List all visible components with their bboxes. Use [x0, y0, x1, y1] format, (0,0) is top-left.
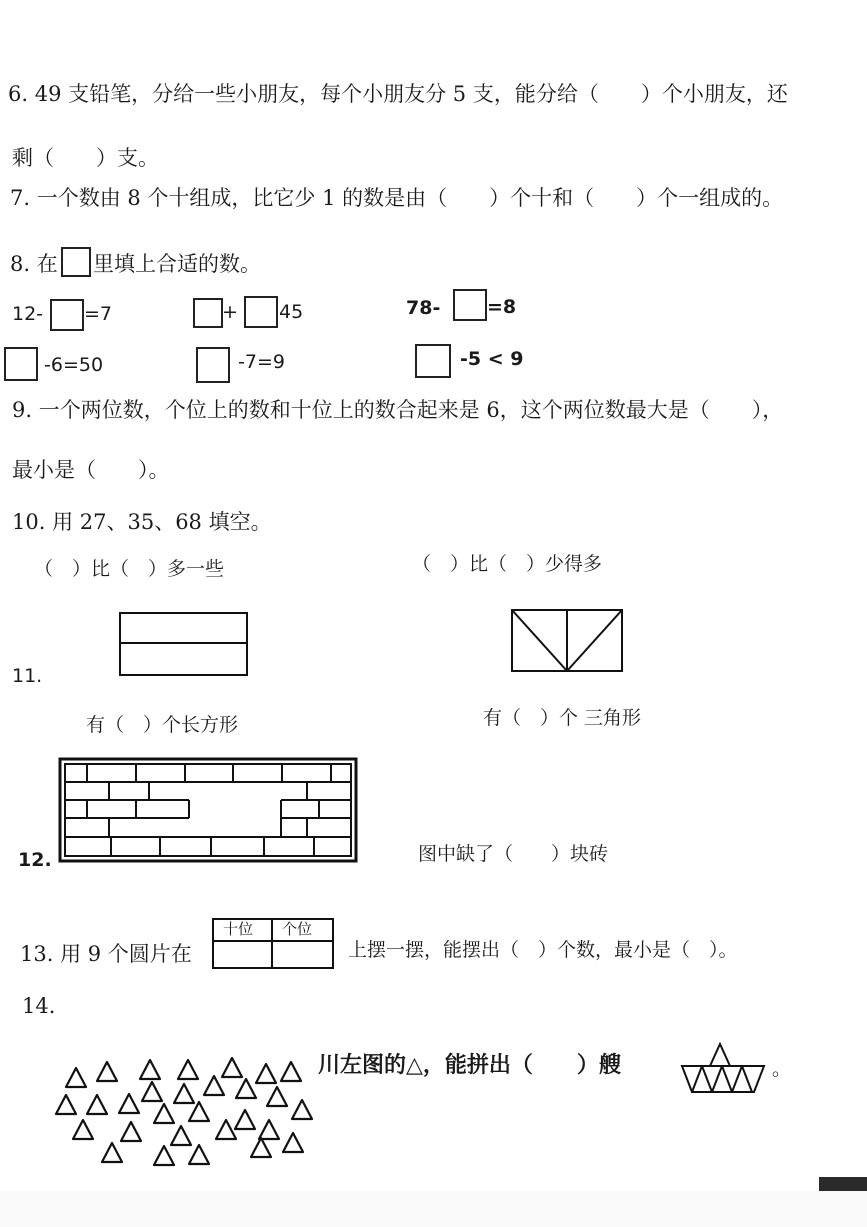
q11-right-caption: 有（ ）个 三角形 [483, 707, 642, 729]
q10-left-blank: （ ）比（ ）多一些 [34, 558, 225, 580]
scan-edge-shadow [819, 1177, 867, 1191]
q13-col-ones: 个位 [282, 920, 313, 938]
q13-suffix: 上摆一摆，能摆出（ ）个数，最小是（ ）。 [348, 939, 738, 961]
triangle-piece [222, 1058, 242, 1077]
triangle-piece [121, 1122, 141, 1141]
q12-number: 12. [18, 849, 52, 871]
q8-eq1-right: =7 [84, 303, 113, 325]
triangle-piece [189, 1145, 209, 1164]
q6-line1: 6. 49 支铅笔，分给一些小朋友，每个小朋友分 5 支，能分给（ ）个小朋友，还 [8, 82, 788, 106]
triangle-piece [259, 1120, 279, 1139]
q7-text: 7. 一个数由 8 个十组成，比它少 1 的数是由（ ）个十和（ ）个一组成的。 [10, 186, 784, 210]
triangle-piece [73, 1120, 93, 1139]
triangle-piece [256, 1064, 276, 1083]
q8-eq2-mid: + [222, 301, 238, 323]
q9-line1: 9. 一个两位数，个位上的数和十位上的数合起来是 6，这个两位数最大是（ ）， [12, 398, 784, 422]
boat-figure [680, 1038, 768, 1094]
triangle-piece [102, 1143, 122, 1162]
triangle-piece [204, 1076, 224, 1095]
q11-left-caption: 有（ ）个长方形 [86, 714, 239, 736]
q8-eq5-right: -7=9 [238, 351, 285, 373]
triangle-piece [283, 1133, 303, 1152]
q8-eq2-right: 45 [279, 301, 304, 323]
triangle-piece [171, 1126, 191, 1145]
triangle-piece [189, 1102, 209, 1121]
q13-prefix: 13. 用 9 个圆片在 [20, 942, 192, 966]
triangle-piece [178, 1060, 198, 1079]
q10-right-blank: （ ）比（ ）少得多 [412, 553, 603, 575]
q10-text: 10. 用 27、35、68 填空。 [12, 510, 272, 534]
triangle-piece [56, 1095, 76, 1114]
triangle-piece [140, 1060, 160, 1079]
triangle-piece [235, 1110, 255, 1129]
triangle-piece [267, 1087, 287, 1106]
triangle-piece [119, 1094, 139, 1113]
triangle-piece [292, 1100, 312, 1119]
triangle-piece [66, 1068, 86, 1087]
q13-col-tens: 十位 [223, 920, 254, 938]
q12-text: 图中缺了（ ）块砖 [418, 843, 609, 865]
q8-eq3-left: 78- [406, 297, 441, 319]
q8-eq1-left: 12- [12, 303, 44, 325]
triangle-piece [251, 1138, 271, 1157]
triangle-piece [281, 1062, 301, 1081]
q14-text: 川左图的△，能拼出（ ）艘 [318, 1053, 621, 1078]
page-bottom-margin [0, 1191, 867, 1227]
q6-line2: 剩（ ）支。 [12, 146, 159, 170]
q14-end: 。 [772, 1058, 792, 1080]
q9-line2: 最小是（ ）。 [12, 458, 170, 482]
triangle-piece [142, 1082, 162, 1101]
triangle-piece [154, 1146, 174, 1165]
triangle-piece [97, 1062, 117, 1081]
triangle-piece [87, 1095, 107, 1114]
q8-eq6-right: -5 < 9 [460, 348, 524, 370]
q8-suffix: 里填上合适的数。 [93, 252, 261, 276]
q8-eq3-right: =8 [487, 296, 517, 318]
q14-number: 14. [22, 994, 56, 1018]
triangle-piece [154, 1104, 174, 1123]
triangle-piece [216, 1120, 236, 1139]
q11-number: 11. [12, 665, 43, 687]
q8-prefix: 8. 在 [10, 252, 58, 276]
triangle-piece [174, 1084, 194, 1103]
q8-eq4-right: -6=50 [44, 354, 104, 376]
triangle-piece [236, 1079, 256, 1098]
